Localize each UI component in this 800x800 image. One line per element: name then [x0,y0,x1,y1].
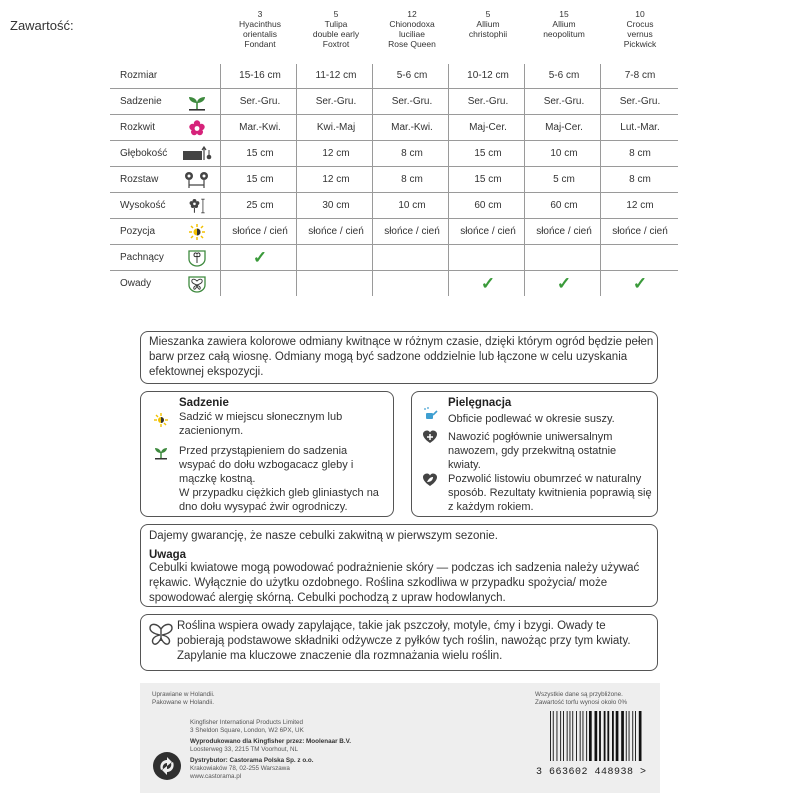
column-header [221,9,299,49]
table-cell: słońce / cień [460,226,516,237]
sun-shade-icon [186,223,208,241]
guarantee-text: Dajemy gwarancję, że nasze cebulki zakwitną w pierwszym sezonie. [149,530,498,542]
barcode-bar [621,711,624,761]
table-cell: 30 cm [322,200,350,211]
variety-name-line: Chionodoxa [389,19,435,29]
column-header [601,9,679,49]
variety-name-line: luciliae [399,29,425,39]
care-item: Pozwolić listowiu obumrzeć w naturalny sposób. Rezultaty kwitnienia poprawią się z każdym rokiem. [448,473,652,513]
row-label: Wysokość [120,200,166,211]
bulb-count: 5 [333,9,339,19]
table-cell: Ser.-Gru. [467,96,509,107]
table-cell: słońce / cień [384,226,440,237]
barcode-bar [553,711,554,761]
barcode-bar [632,711,633,761]
table-cell: 5-6 cm [548,70,580,81]
barcode-bar [580,711,581,761]
table-cell: 15 cm [246,174,274,185]
table-cell: 12 cm [322,148,350,159]
origin-packed: Pakowane w Holandii. [152,699,214,706]
barcode-bar [607,711,609,761]
barcode-bar [604,711,606,761]
peat-note: Zawartość torfu wynosi około 0% [535,699,628,706]
row-divider [110,244,678,245]
table-cell: 8 cm [629,174,651,185]
table-cell: słońce / cień [232,226,288,237]
producer: Wyprodukowano dla Kingfisher przez: Moolenaar B.V. [190,738,351,745]
barcode-bar [557,711,558,761]
barcode-bar [635,711,636,761]
barcode-bar [612,711,614,761]
barcode-bar [639,711,642,761]
table-cell: 10 cm [550,148,578,159]
table-cell: 11-12 cm [315,70,357,81]
barcode-bar [560,711,561,761]
column-header [525,9,603,39]
variety-name-line: Tulipa [324,19,348,29]
distributor: Dystrybutor: Castorama Polska Sp. z o.o. [190,757,314,764]
column-header [297,9,375,49]
barcode-bar [583,711,584,761]
recycle-icon [152,751,182,781]
check-mark: ✓ [632,274,648,293]
sprout-icon [186,93,208,111]
check-mark: ✓ [556,274,572,293]
barcode-bar [576,711,577,761]
variety-name-line: Crocus [626,19,654,29]
column-header [449,9,527,39]
distributor-address: Krakowiaków 78, 02-255 Warszawa [190,765,290,772]
table-cell: 15-16 cm [239,70,281,81]
table-cell: 10 cm [398,200,426,211]
barcode-bar [629,711,630,761]
table-cell: Ser.-Gru. [543,96,585,107]
table-cell: 5-6 cm [396,70,428,81]
butterfly-icon [147,621,175,649]
bulb-count: 15 [559,9,569,19]
guarantee-box [140,524,658,607]
table-cell: 25 cm [246,200,274,211]
barcode-bar [595,711,598,761]
scent-icon [186,249,208,267]
table-cell: Ser.-Gru. [619,96,661,107]
variety-name-line: orientalis [242,29,278,39]
warning-title: Uwaga [149,549,187,561]
variety-name-line: neopolitum [543,29,585,39]
check-mark: ✓ [480,274,496,293]
row-divider [110,270,678,271]
planting-title: Sadzenie [179,397,229,409]
row-label: Rozmiar [120,70,158,81]
watering-can-icon [422,406,438,422]
care-title: Pielęgnacja [448,397,512,409]
row-label: Owady [120,278,152,289]
row-label: Pachnący [120,252,164,263]
barcode-bar [572,711,573,761]
planting-item: W przypadku ciężkich gleb gliniastych na dno dołu wysypać żwir ogrodniczy. [179,487,379,513]
company-name: Kingfisher International Products Limited [190,719,304,726]
table-cell: Mar.-Kwi. [239,122,281,133]
table-cell: Maj-Cer. [469,122,507,133]
warning-text: Cebulki kwiatowe mogą powodować podrażnienie skóry — podczas ich sadzenia należy używać rękawic. Wyłącznie do użytku ozdobnego. Roślina szkodliwa w przypadku spożycia/ może spowodować alergię skórną. Cebulki pochodzą z upraw hodowlanych. [149,562,640,604]
height-icon [186,197,208,215]
barcode-bar [550,711,551,761]
variety-name-line: double early [312,29,360,39]
barcode-bar [563,711,564,761]
row-divider [110,218,678,219]
variety-name-line: Fondant [244,39,276,49]
variety-name-line: Pickwick [623,39,657,49]
table-cell: Ser.-Gru. [391,96,433,107]
care-item: Obficie podlewać w okresie suszy. [448,413,615,425]
row-label: Rozkwit [120,122,156,133]
pollinators-box [140,614,658,671]
table-cell: 12 cm [626,200,654,211]
intro-box [140,331,658,384]
planting-item: Sadzić w miejscu słonecznym lub zacienionym. [179,411,343,437]
sprout-icon [153,444,169,460]
care-box [411,391,658,517]
row-divider [110,88,678,89]
variety-name-line: christophii [468,29,508,39]
table-cell: 15 cm [474,174,502,185]
variety-name-line: Allium [476,19,500,29]
bulb-count: 3 [257,9,263,19]
check-mark: ✓ [252,248,268,267]
sun-shade-icon [153,412,169,428]
variety-name-line: Rose Queen [388,39,436,49]
origin-grown: Uprawiane w Holandii. [152,691,215,698]
approximate-note: Wszystkie dane są przybliżone. [535,691,623,698]
row-label: Głębokość [120,148,168,159]
column-header [373,9,451,49]
table-cell: 60 cm [550,200,578,211]
flower-icon [186,119,208,137]
spacing-icon [182,171,212,189]
barcode-bar [586,711,587,761]
barcode-bar [599,711,601,761]
table-cell: 15 cm [246,148,274,159]
bulb-count: 10 [635,9,645,19]
variety-name-line: Foxtrot [322,39,350,49]
table-cell: Lut.-Mar. [620,122,660,133]
table-cell: Kwi.-Maj [316,122,356,133]
fertilizer-heart-icon [422,429,438,445]
row-label: Sadzenie [120,96,162,107]
table-cell: 8 cm [401,174,423,185]
table-cell: słońce / cień [308,226,364,237]
barcode [544,711,644,763]
bulb-count: 5 [485,9,491,19]
row-label: Rozstaw [120,174,159,185]
company-address: 3 Sheldon Square, London, W2 6PX, UK [190,727,304,734]
table-cell: 5 cm [553,174,575,185]
contents-label: Zawartość: [10,18,74,33]
barcode-number: 3 663602 448938 > [536,767,647,778]
table-cell: Mar.-Kwi. [391,122,433,133]
table-cell: słońce / cień [536,226,592,237]
table-cell: 8 cm [629,148,651,159]
variety-name-line: vernus [627,29,653,39]
row-divider [110,166,678,167]
intro-text: Mieszanka zawiera kolorowe odmiany kwitnące w różnym czasie, dzięki którym ogród będzie pełen barw przez całą wiosnę. Odmiany mogą być sadzone oddzielnie lub łączone w celu uzyskania efektownej ekspozycji. [149,336,654,378]
barcode-bar [567,711,568,761]
table-cell: 8 cm [401,148,423,159]
row-divider [110,140,678,141]
table-cell: 7-8 cm [624,70,656,81]
table-cell: 60 cm [474,200,502,211]
variety-name-line: Hyacinthus [238,19,282,29]
table-cell: Ser.-Gru. [315,96,357,107]
depth-icon [182,145,212,163]
row-divider [110,114,678,115]
row-divider [110,192,678,193]
butterfly-icon [186,275,208,293]
pollinators-text: Roślina wspiera owady zapylające, takie jak pszczoły, motyle, ćmy i bzygi. Owady te pobierają podstawowe składniki odżywcze z pyłków tych roślin, nawożąc przy tym kwiaty. Zapylanie ma kluczowe znaczenie dla rozmnażania wielu roślin. [177,620,631,662]
planting-item: Przed przystąpieniem do sadzenia wsypać do dołu wzbogacacz gleby i mączkę kostną. [179,445,354,485]
table-cell: 15 cm [474,148,502,159]
row-label: Pozycja [120,226,156,237]
care-item: Nawozić pogłównie uniwersalnym nawozem, gdy przekwitną ostatnie kwiaty. [448,431,617,471]
leaf-heart-icon [422,472,438,488]
barcode-bar [626,711,627,761]
table-cell: 10-12 cm [467,70,509,81]
variety-name-line: Allium [552,19,576,29]
planting-box [140,391,394,517]
table-cell: słońce / cień [612,226,668,237]
table-cell: Ser.-Gru. [239,96,281,107]
table-cell: 12 cm [322,174,350,185]
bulb-count: 12 [407,9,417,19]
barcode-bar [589,711,592,761]
barcode-bar [616,711,619,761]
website: www.castorama.pl [190,773,242,780]
table-cell: Maj-Cer. [545,122,583,133]
barcode-bar [570,711,571,761]
producer-address: Loosterweg 33, 2215 TM Voorhout, NL [190,746,299,753]
